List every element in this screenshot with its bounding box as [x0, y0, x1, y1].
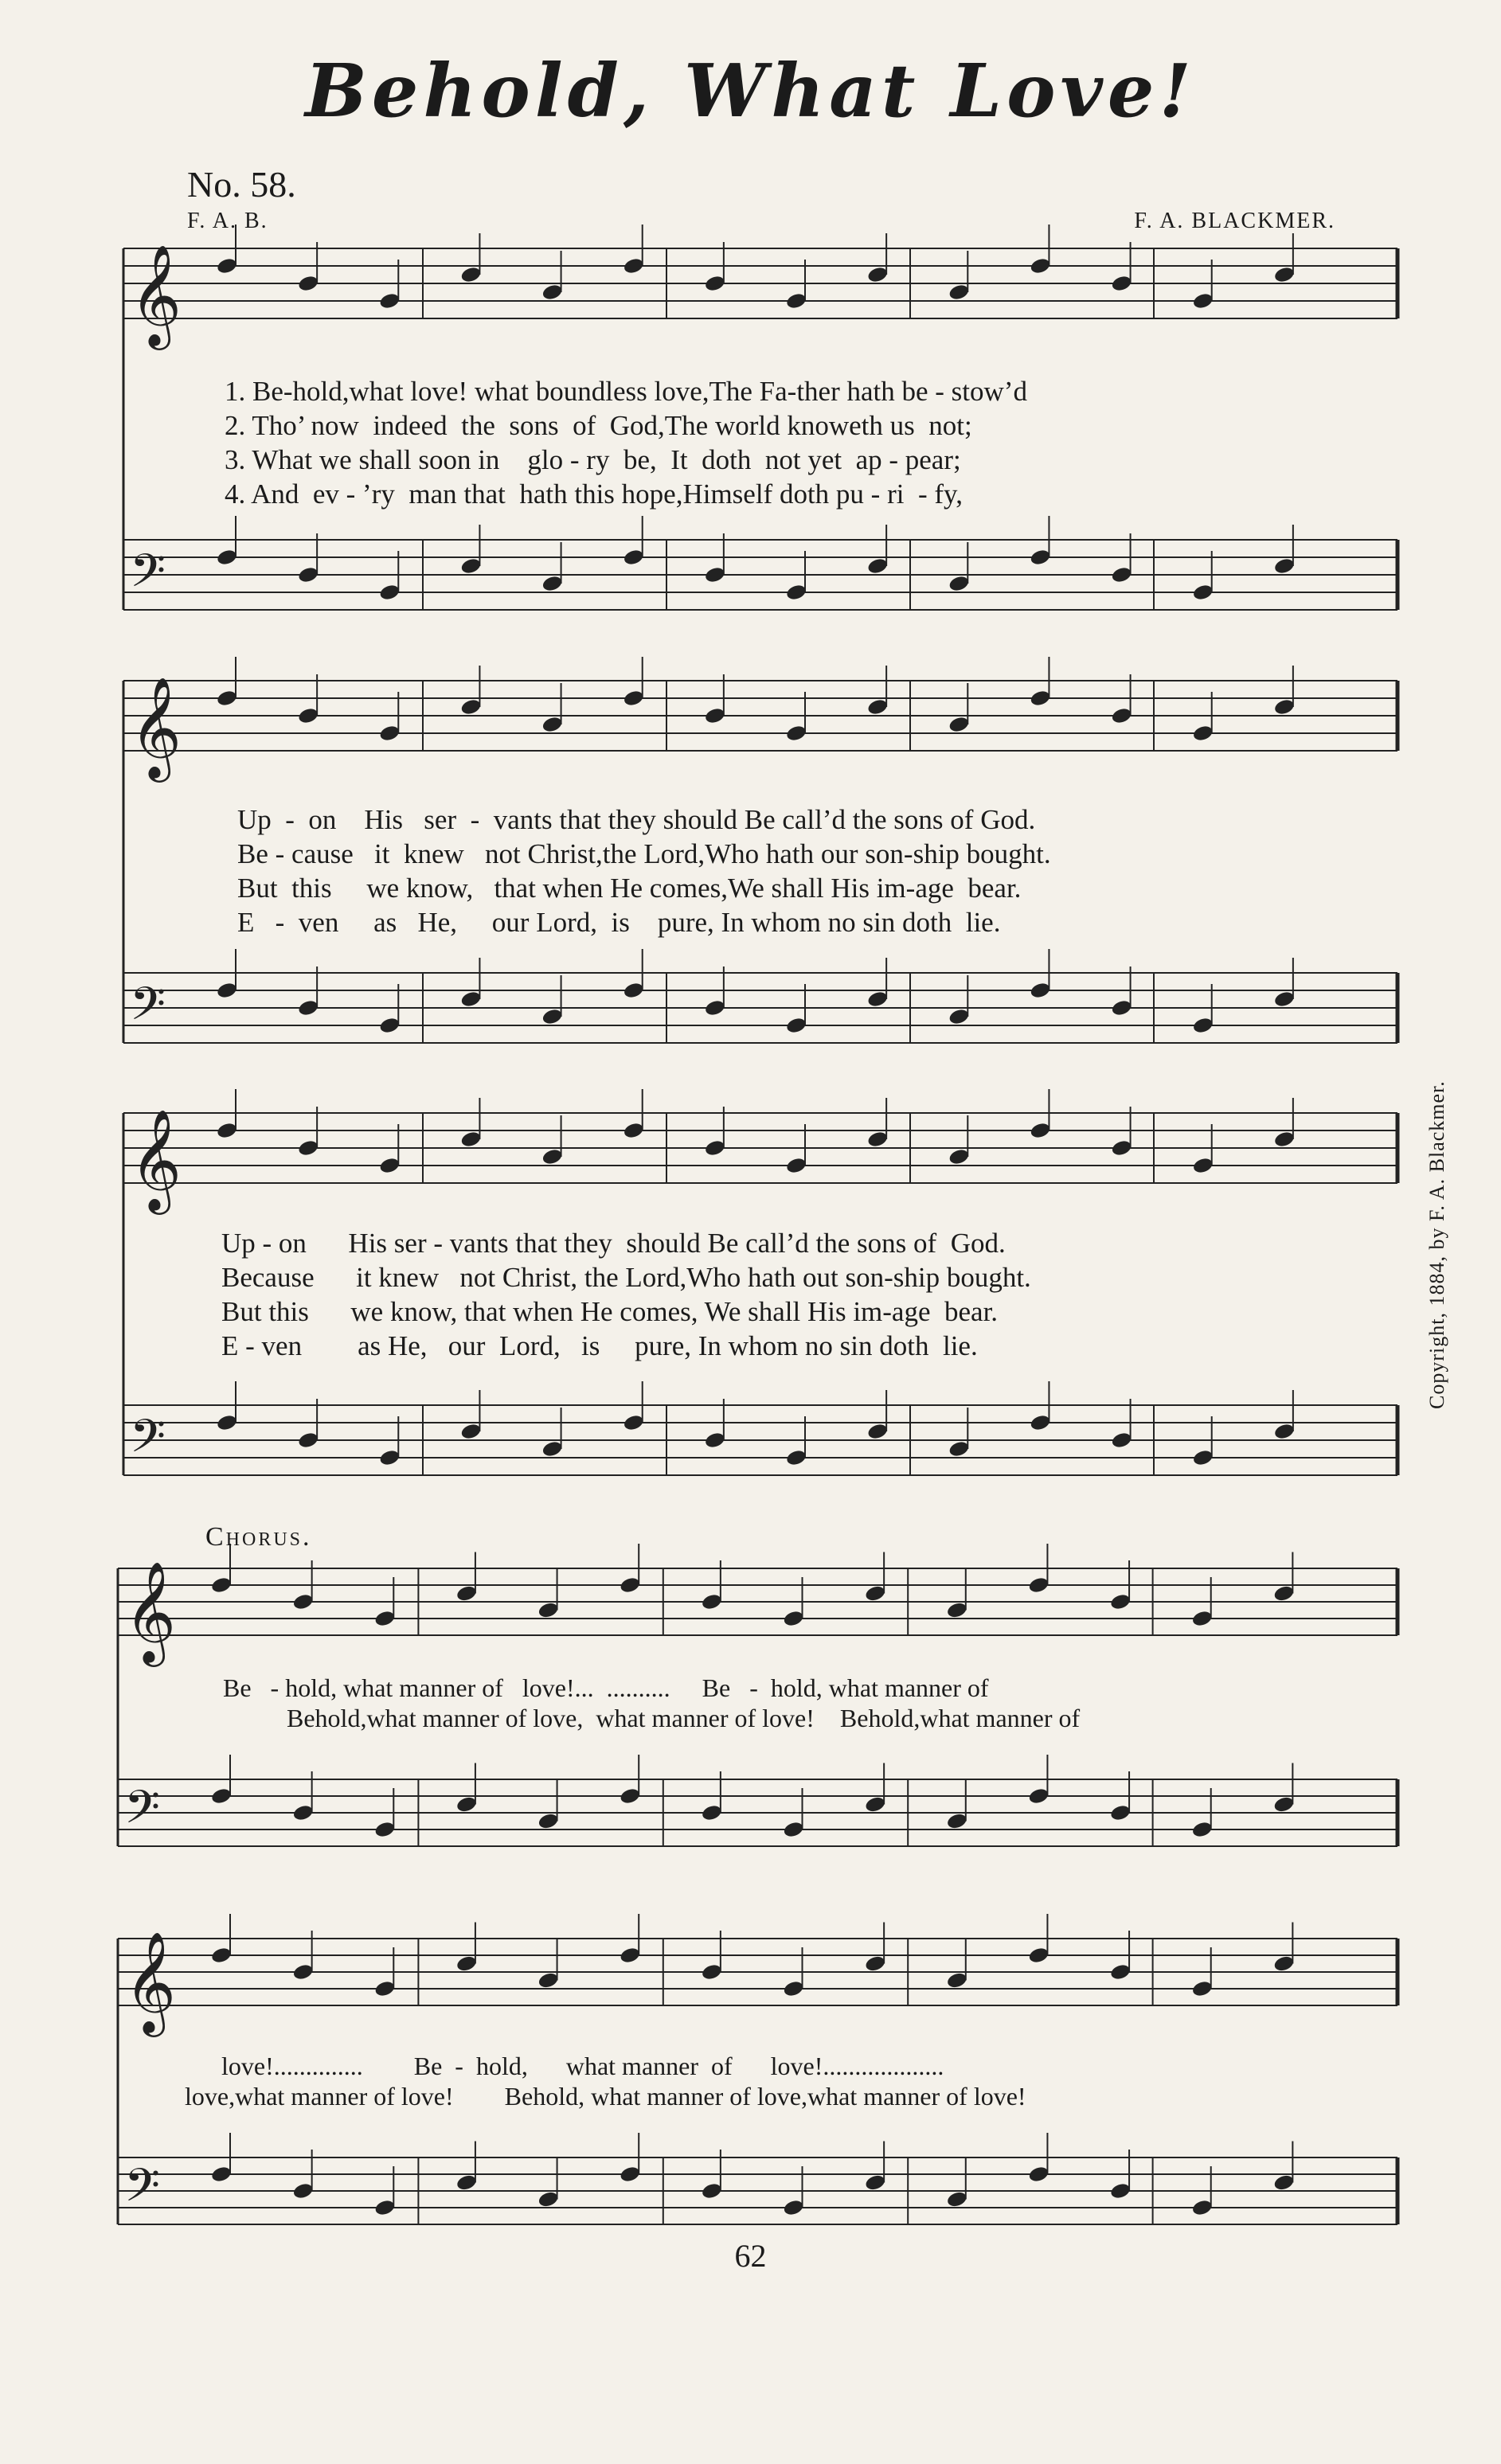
lyric-line: 2. Tho’ now indeed the sons of God,The world knoweth us not; [225, 410, 972, 441]
note-head [297, 565, 319, 584]
treble-clef-icon: 𝄞 [130, 676, 182, 778]
note-head [785, 724, 807, 742]
note-head [623, 548, 645, 566]
note-head [537, 1601, 560, 1619]
note-head [210, 2165, 233, 2183]
bass-clef-icon: 𝄢 [130, 977, 166, 1042]
bass-clef-icon: 𝄢 [124, 2158, 161, 2224]
note-head [623, 256, 645, 275]
note-head [866, 1130, 889, 1148]
note-head [1109, 1592, 1132, 1611]
note-head [866, 990, 889, 1008]
note-head [1192, 1016, 1214, 1034]
lyric-line: Be - hold, what manner of love!... .......... Be - hold, what manner of [223, 1673, 989, 1702]
note-head [455, 1584, 478, 1603]
note-head [619, 1946, 641, 1964]
note-head [537, 1812, 560, 1830]
note-head [1192, 583, 1214, 601]
note-head [541, 1007, 564, 1025]
note-head [1273, 1130, 1296, 1148]
note-head [378, 1016, 401, 1034]
note-head [1192, 291, 1214, 310]
note-head [866, 556, 889, 575]
note-head [1111, 998, 1133, 1017]
note-head [292, 2181, 315, 2200]
note-head [785, 583, 807, 601]
composer-credit: F. A. BLACKMER. [1134, 209, 1335, 233]
note-head [704, 706, 726, 724]
note-head [1272, 1954, 1295, 1973]
bass-clef-icon: 𝄢 [124, 1780, 161, 1845]
note-head [1027, 1946, 1050, 1964]
note-head [459, 990, 482, 1008]
note-head [946, 1971, 968, 1990]
note-head [373, 1820, 396, 1838]
note-head [292, 1962, 315, 1981]
note-head [866, 265, 889, 283]
note-head [782, 1979, 804, 1997]
note-head [866, 1422, 889, 1440]
note-head [216, 689, 238, 707]
note-head [1272, 1795, 1295, 1814]
note-head [782, 2198, 804, 2216]
note-head [948, 715, 970, 733]
lyric-line: Up - on His ser - vants that they should Be call’d the sons of God. [237, 804, 1036, 835]
note-head [541, 283, 564, 301]
lyricist-credit: F. A. B. [187, 209, 268, 233]
note-head [864, 1795, 886, 1814]
lyric-line: Be - cause it knew not Christ,the Lord,Who hath our son-ship bought. [237, 838, 1051, 869]
note-head [459, 697, 482, 716]
note-head [537, 2190, 560, 2208]
note-head [1111, 274, 1133, 292]
note-head [378, 1156, 401, 1174]
note-head [210, 1786, 233, 1805]
note-head [623, 1413, 645, 1431]
note-head [1111, 706, 1133, 724]
note-head [455, 1795, 478, 1814]
note-head [216, 1121, 238, 1139]
note-head [297, 706, 319, 724]
note-head [948, 1007, 970, 1025]
note-head [946, 2190, 968, 2208]
note-head [210, 1946, 233, 1964]
hymn-number: No. 58. [187, 164, 296, 205]
note-head [459, 265, 482, 283]
note-head [1273, 265, 1296, 283]
note-head [373, 2198, 396, 2216]
note-head [948, 1147, 970, 1166]
note-head [1191, 2198, 1214, 2216]
note-head [948, 574, 970, 592]
note-head [541, 715, 564, 733]
page-number: 62 [734, 2238, 767, 2274]
note-head [1192, 724, 1214, 742]
note-head [1272, 1584, 1295, 1603]
note-head [1029, 1121, 1051, 1139]
lyric-line: 3. What we shall soon in glo - ry be, It doth not yet ap - pear; [225, 444, 961, 475]
note-head [1192, 1156, 1214, 1174]
note-head [378, 291, 401, 310]
note-head [864, 2173, 886, 2192]
note-head [782, 1820, 804, 1838]
note-head [785, 1016, 807, 1034]
note-head [541, 1439, 564, 1458]
copyright-notice: Copyright, 1884, by F. A. Blackmer. [1425, 1080, 1448, 1409]
note-head [701, 1592, 723, 1611]
note-head [459, 1130, 482, 1148]
note-head [297, 998, 319, 1017]
note-head [1029, 256, 1051, 275]
lyric-line: love!.............. Be - hold, what manner of love!................... [221, 2052, 944, 2080]
lyric-line: 1. Be-hold,what love! what boundless love,The Fa-ther hath be - stow’d [225, 376, 1027, 407]
note-head [1191, 1820, 1214, 1838]
note-head [373, 1609, 396, 1627]
note-head [1192, 1448, 1214, 1466]
note-head [1029, 689, 1051, 707]
note-head [210, 1576, 233, 1594]
note-head [782, 1609, 804, 1627]
note-head [1273, 697, 1296, 716]
note-head [619, 1576, 641, 1594]
note-head [1273, 990, 1296, 1008]
note-head [1191, 1609, 1214, 1627]
lyric-line: E - ven as He, our Lord, is pure, In whom no sin doth lie. [237, 907, 1001, 938]
lyric-line: love,what manner of love! Behold, what manner of love,what manner of love! [185, 2082, 1026, 2111]
lyric-line: But this we know, that when He comes,We shall His im-age bear. [237, 873, 1022, 904]
note-head [864, 1954, 886, 1973]
note-head [1273, 556, 1296, 575]
note-head [373, 1979, 396, 1997]
note-head [1027, 1576, 1050, 1594]
note-head [292, 1803, 315, 1822]
lyric-line: But this we know, that when He comes, We shall His im-age bear. [221, 1296, 999, 1327]
note-head [216, 1413, 238, 1431]
note-head [216, 256, 238, 275]
note-head [1109, 1803, 1132, 1822]
treble-clef-icon: 𝄞 [124, 1560, 177, 1662]
treble-clef-icon: 𝄞 [130, 1108, 182, 1210]
note-head [785, 291, 807, 310]
note-head [1029, 981, 1051, 999]
note-head [455, 1954, 478, 1973]
note-head [701, 1803, 723, 1822]
note-head [1111, 1431, 1133, 1449]
note-head [378, 1448, 401, 1466]
treble-clef-icon: 𝄞 [130, 244, 182, 346]
note-head [1029, 548, 1051, 566]
lyric-line: E - ven as He, our Lord, is pure, In whom no sin doth lie. [221, 1330, 978, 1361]
note-head [785, 1448, 807, 1466]
note-head [1111, 565, 1133, 584]
note-head [701, 1962, 723, 1981]
note-head [866, 697, 889, 716]
note-head [216, 548, 238, 566]
note-head [216, 981, 238, 999]
note-head [704, 1431, 726, 1449]
note-head [1273, 1422, 1296, 1440]
note-head [378, 583, 401, 601]
treble-clef-icon: 𝄞 [124, 1931, 177, 2033]
note-head [619, 1786, 641, 1805]
note-head [1111, 1138, 1133, 1157]
note-head [619, 2165, 641, 2183]
lyric-line: Because it knew not Christ, the Lord,Who hath out son-ship bought. [221, 1262, 1031, 1293]
note-head [1191, 1979, 1214, 1997]
note-head [948, 1439, 970, 1458]
note-head [701, 2181, 723, 2200]
note-head [1027, 2165, 1050, 2183]
note-head [1109, 2181, 1132, 2200]
note-head [1272, 2173, 1295, 2192]
note-head [704, 274, 726, 292]
note-head [623, 1121, 645, 1139]
note-head [785, 1156, 807, 1174]
note-head [623, 689, 645, 707]
lyric-line: Behold,what manner of love, what manner of love! Behold,what manner of [287, 1704, 1081, 1732]
hymn-title: Behold, What Love! [305, 48, 1196, 134]
note-head [704, 565, 726, 584]
bass-clef-icon: 𝄢 [130, 544, 166, 609]
note-head [1109, 1962, 1132, 1981]
chorus-label: Chorus. [205, 1522, 312, 1552]
note-head [541, 1147, 564, 1166]
note-head [297, 1138, 319, 1157]
bass-clef-icon: 𝄢 [130, 1409, 166, 1474]
note-head [946, 1601, 968, 1619]
note-head [1027, 1786, 1050, 1805]
note-head [946, 1812, 968, 1830]
note-head [297, 1431, 319, 1449]
note-head [292, 1592, 315, 1611]
note-head [378, 724, 401, 742]
note-head [297, 274, 319, 292]
lyric-line: 4. And ev - ’ry man that hath this hope,Himself doth pu - ri - fy, [225, 478, 964, 510]
note-head [459, 1422, 482, 1440]
note-head [537, 1971, 560, 1990]
note-head [864, 1584, 886, 1603]
lyric-line: Up - on His ser - vants that they should Be call’d the sons of God. [221, 1228, 1006, 1259]
note-head [1029, 1413, 1051, 1431]
note-head [455, 2173, 478, 2192]
note-head [704, 998, 726, 1017]
note-head [459, 556, 482, 575]
note-head [541, 574, 564, 592]
note-head [704, 1138, 726, 1157]
note-head [948, 283, 970, 301]
note-head [623, 981, 645, 999]
